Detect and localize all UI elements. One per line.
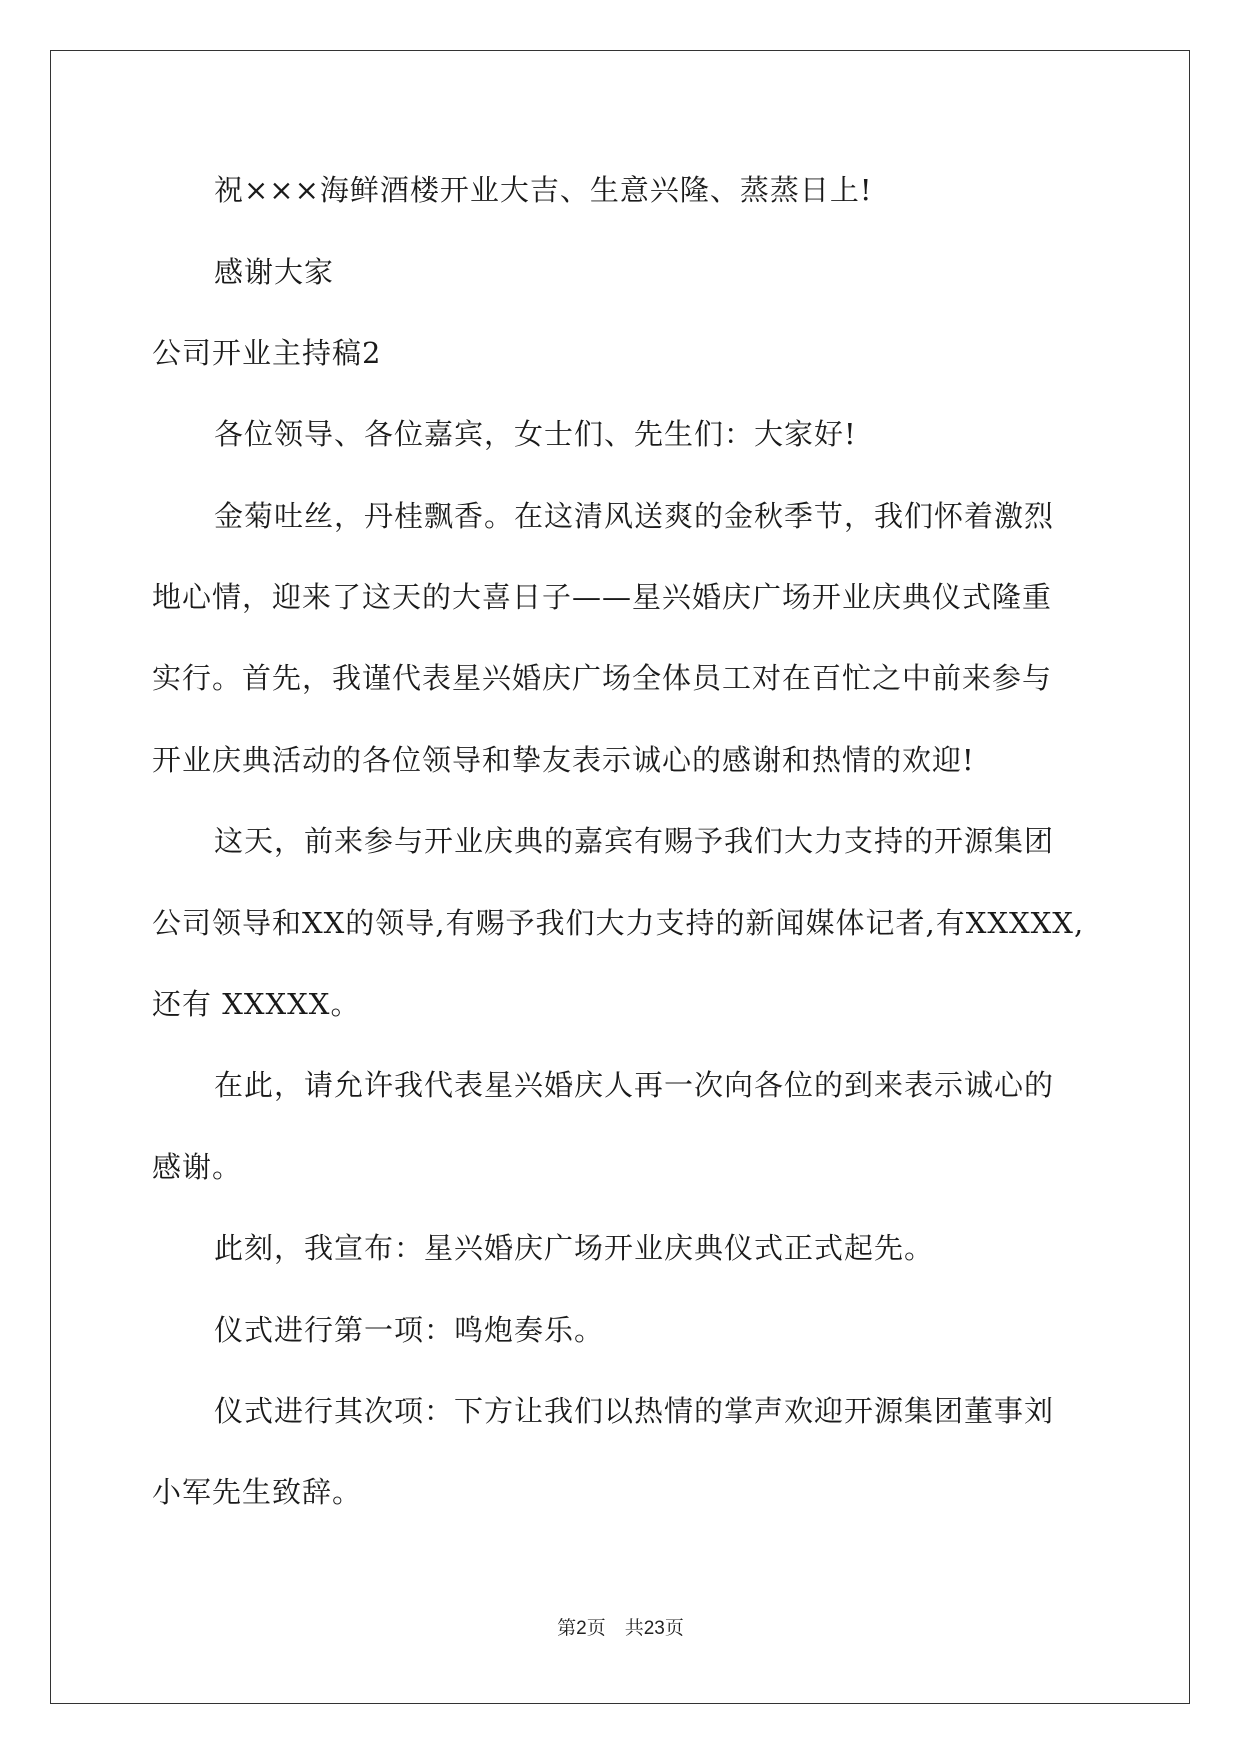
text-line: 实行。首先，我谨代表星兴婚庆广场全体员工对在百忙之中前来参与: [152, 661, 1053, 695]
text-line: 这天，前来参与开业庆典的嘉宾有赐予我们大力支持的开源集团: [214, 824, 1055, 858]
text-line: 在此，请允许我代表星兴婚庆人再一次向各位的到来表示诚心的: [214, 1068, 1055, 1102]
text-line: 还有 XXXXX。: [152, 987, 361, 1021]
page-border: [50, 50, 1190, 1704]
text-line: 地心情，迎来了这天的大喜日子——星兴婚庆广场开业庆典仪式隆重: [152, 580, 1053, 614]
page-suffix: 页: [664, 1617, 684, 1639]
text-line: 公司领导和XX的领导,有赐予我们大力支持的新闻媒体记者,有XXXXX,: [152, 906, 1085, 940]
section-heading: 公司开业主持稿2: [152, 336, 382, 370]
text-line: 开业庆典活动的各位领导和挚友表示诚心的感谢和热情的欢迎!: [152, 743, 975, 777]
text-line: 各位领导、各位嘉宾，女士们、先生们：大家好!: [214, 417, 857, 451]
text-line: 感谢大家: [214, 255, 335, 289]
text-line: 仪式进行其次项：下方让我们以热情的掌声欢迎开源集团董事刘: [214, 1394, 1055, 1428]
text-line: 仪式进行第一项：鸣炮奏乐。: [214, 1313, 605, 1347]
text-line: 祝×××海鲜酒楼开业大吉、生意兴隆、蒸蒸日上!: [214, 173, 873, 207]
page-prefix: 第: [557, 1617, 577, 1639]
page-number: 2: [576, 1618, 587, 1639]
page-mid: 页 共: [586, 1617, 644, 1639]
text-line: 感谢。: [152, 1150, 243, 1184]
page-footer: [0, 1616, 1241, 1641]
text-line: 金菊吐丝，丹桂飘香。在这清风送爽的金秋季节，我们怀着激烈: [214, 499, 1055, 533]
text-line: 小军先生致辞。: [152, 1475, 363, 1509]
total-pages: 23: [643, 1618, 665, 1639]
text-line: 此刻，我宣布：星兴婚庆广场开业庆典仪式正式起先。: [214, 1231, 935, 1265]
